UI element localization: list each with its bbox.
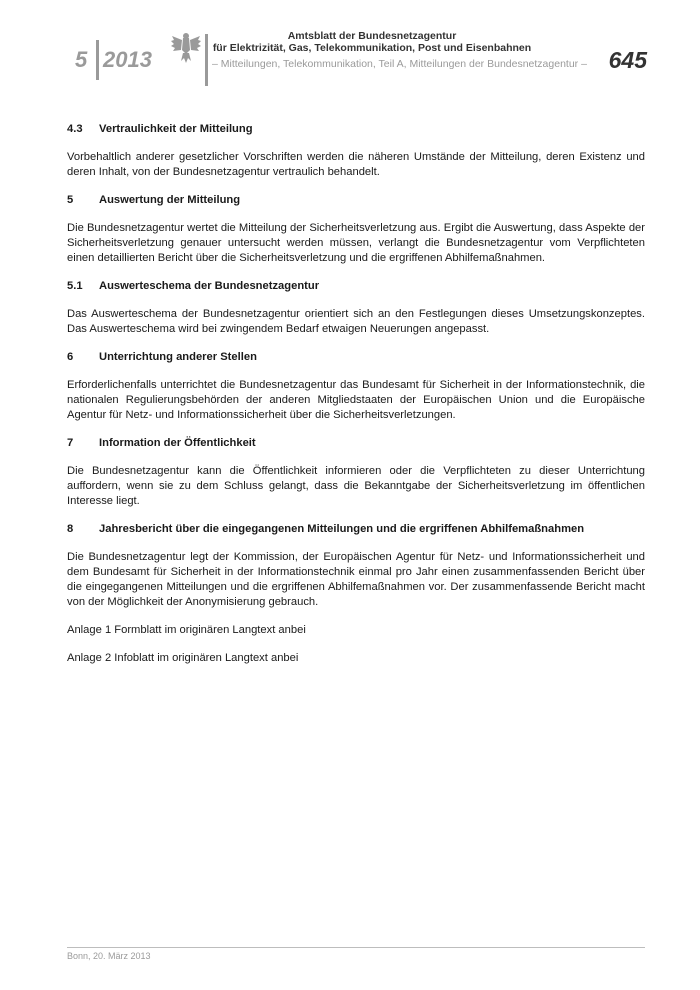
header-divider xyxy=(205,34,208,86)
section-number: 6 xyxy=(67,351,74,363)
section-heading xyxy=(67,122,645,137)
section-heading xyxy=(67,522,645,537)
section-paragraph: Die Bundesnetzagentur wertet die Mitteilung der Sicherheitsverletzung aus. Ergibt die Auswertung, dass Aspekte der Sicherheitsverletzung genauer untersucht werden müssen, verlangt die Bundesnetzagentur vom Verpflichteten einen detaillierten Bericht über die Sicherheitsverletzung und die ergriffenen Abhilfemaßnahmen. xyxy=(67,222,645,264)
publisher-subtitle: für Elektrizität, Gas, Telekommunikation, Post und Eisenbahnen xyxy=(212,42,532,54)
federal-eagle-icon xyxy=(170,30,202,66)
section-subtitle: – Mitteilungen, Telekommunikation, Teil A, Mitteilungen der Bundesnetzagentur – xyxy=(212,58,587,70)
section-paragraph: Die Bundesnetzagentur kann die Öffentlichkeit informieren oder die Verpflichteten zu dieser Unterrichtung auffordern, wenn sie zu dem Schluss gelangt, dass die Bekanntgabe der Sicherheitsverletzung im öffentlichen Interesse liegt. xyxy=(67,465,645,507)
section-title: Information der Öffentlichkeit xyxy=(99,437,256,449)
section-title: Unterrichtung anderer Stellen xyxy=(99,351,257,363)
document-body xyxy=(67,122,645,679)
section-heading xyxy=(67,436,645,451)
section-number: 4.3 xyxy=(67,123,83,135)
section-paragraph: Die Bundesnetzagentur legt der Kommission, der Europäischen Agentur für Netz- und Informationssicherheit und dem Bundesamt für Sicherheit in der Informationstechnik einmal pro Jahr einen zusammenfassenden Bericht über die eingegangenen Mitteilungen und die ergriffenen Abhilfemaßnahmen vor. Der zusammenfassende Bericht macht von der Möglichkeit der Anonymisierung gebrauch. xyxy=(67,551,645,608)
issue-year: 2013 xyxy=(103,47,152,72)
section-number: 7 xyxy=(67,437,74,449)
section-title: Vertraulichkeit der Mitteilung xyxy=(99,123,253,135)
section-number: 8 xyxy=(67,523,74,535)
attachment-note: Anlage 2 Infoblatt im originären Langtext anbei xyxy=(67,652,299,664)
issue-number: 5 xyxy=(75,47,88,72)
section-number: 5.1 xyxy=(67,280,83,292)
footer-place-date: Bonn, 20. März 2013 xyxy=(67,951,151,961)
attachment-note: Anlage 1 Formblatt im originären Langtext anbei xyxy=(67,624,306,636)
section-heading xyxy=(67,279,645,294)
section-number: 5 xyxy=(67,194,74,206)
section-heading xyxy=(67,350,645,365)
section-paragraph: Vorbehaltlich anderer gesetzlicher Vorschriften werden die näheren Umstände der Mitteilung, deren Existenz und deren Inhalt, von der Bundesnetzagentur vertraulich behandelt. xyxy=(67,151,645,178)
section-title: Jahresbericht über die eingegangenen Mitteilungen und die ergriffenen Abhilfemaßnahmen xyxy=(99,523,585,535)
issue-divider xyxy=(96,40,99,80)
footer-divider xyxy=(67,947,645,948)
section-paragraph: Erforderlichenfalls unterrichtet die Bundesnetzagentur das Bundesamt für Sicherheit in der Informationstechnik, die nationalen Regulierungsbehörden der anderen Mitgliedstaaten der Europäischen Union und die Europäische Agentur für Netz- und Informationssicherheit über die Sicherheitsverletzungen. xyxy=(67,379,645,421)
section-title: Auswerteschema der Bundesnetzagentur xyxy=(99,280,320,292)
section-heading xyxy=(67,193,645,208)
page-header xyxy=(0,0,700,90)
section-paragraph: Das Auswerteschema der Bundesnetzagentur orientiert sich an den Festlegungen dieses Umsetzungskonzeptes. Das Auswerteschema wird bei zwingendem Bedarf etwaigen Neuerungen angepasst. xyxy=(67,308,645,335)
section-title: Auswertung der Mitteilung xyxy=(99,194,241,206)
publisher-title: Amtsblatt der Bundesnetzagentur xyxy=(287,30,457,42)
page-number: 645 xyxy=(608,47,647,73)
